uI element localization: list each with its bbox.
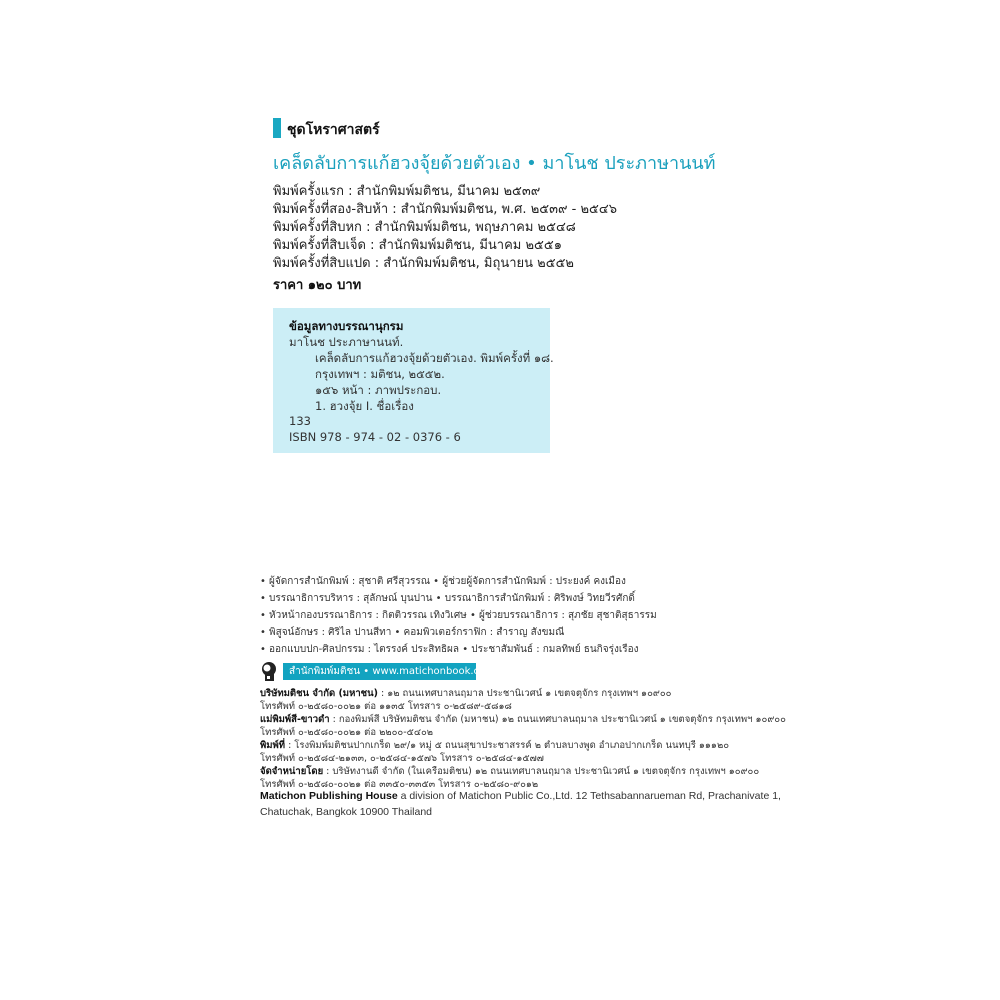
printing-line: พิมพ์ครั้งที่สิบแปด : สำนักพิมพ์มติชน, มิถุนายน ๒๕๕๒	[273, 256, 574, 271]
printing-line: พิมพ์ครั้งที่สิบเจ็ด : สำนักพิมพ์มติชน, มีนาคม ๒๕๕๑	[273, 238, 562, 253]
address-text: : โรงพิมพ์มติชนปากเกร็ด ๒๙/๑ หมู่ ๕ ถนนสุขาประชาสรรค์ ๒ ตำบลบางพูด อำเภอปากเกร็ด นนทบุรี ๑๑๑๒๐	[285, 740, 730, 751]
address-text: : กองพิมพ์สี บริษัทมติชน จำกัด (มหาชน) ๑๒ ถนนเทศบาลนฤมาล ประชานิเวศน์ ๑ เขตจตุจักร กรุงเทพฯ ๑๐๙๐๐	[329, 714, 786, 725]
cataloging-line: ๑๕๖ หน้า : ภาพประกอบ.	[315, 383, 442, 397]
address-label: จัดจำหน่ายโดย	[260, 766, 324, 777]
address-label: แม่พิมพ์สี-ขาวดำ	[260, 714, 330, 725]
cataloging-line: 1. ฮวงจุ้ย I. ชื่อเรื่อง	[315, 399, 414, 413]
price: ราคา ๑๒๐ บาท	[273, 278, 362, 293]
credit-line: • บรรณาธิการบริหาร : สุลักษณ์ บุนปาน • บรรณาธิการสำนักพิมพ์ : ศิริพงษ์ วิทยวีรศักดิ์	[260, 593, 635, 604]
credit-line: • พิสูจน์อักษร : ศิริไล ปานสีทา • คอมพิวเตอร์กราฟิก : สำราญ สังขมณี	[260, 627, 565, 638]
cataloging-author: มาโนช ประภาษานนท์.	[289, 335, 404, 349]
credit-text: บรรณาธิการบริหาร : สุลักษณ์ บุนปาน • บรรณาธิการสำนักพิมพ์ : ศิริพงษ์ วิทยวีรศักดิ์	[269, 593, 635, 604]
address-text: : ๑๒ ถนนเทศบาลนฤมาล ประชานิเวศน์ ๑ เขตจตุจักร กรุงเทพฯ ๑๐๙๐๐	[377, 688, 672, 699]
address-label: บริษัทมติชน จำกัด (มหาชน)	[260, 688, 378, 699]
address-text: โทรศัพท์ ๐-๒๕๘๐-๐๐๒๑ ต่อ ๒๒๐๐-๕๔๐๒	[260, 727, 434, 738]
printing-line: พิมพ์ครั้งที่สิบหก : สำนักพิมพ์มติชน, พฤษภาคม ๒๕๔๘	[273, 220, 576, 235]
credit-text: ออกแบบปก-ศิลปกรรม : ไตรรงค์ ประสิทธิผล • ประชาสัมพันธ์ : กมลทิพย์ ธนกิจรุ่งเรือง	[269, 644, 639, 655]
matichon-logo-icon	[258, 660, 280, 682]
class-number: 133	[289, 414, 311, 428]
series-accent-bar	[273, 118, 281, 138]
isbn: ISBN 978 - 974 - 02 - 0376 - 6	[289, 430, 461, 444]
address-text: : บริษัทงานดี จำกัด (ในเครือมติชน) ๑๒ ถนนเทศบาลนฤมาล ประชานิเวศน์ ๑ เขตจตุจักร กรุงเทพฯ ๑๐๙๐๐	[323, 766, 760, 777]
publisher-bar: สำนักพิมพ์มติชน • www.matichonbook.com	[283, 663, 476, 680]
series-label: ชุดโหราศาสตร์	[287, 122, 380, 138]
english-address: a division of Matichon Public Co.,Ltd. 12 Tethsabannarueman Rd, Prachanivate 1,	[397, 790, 781, 802]
address-text: โทรศัพท์ ๐-๒๕๘๐-๐๐๒๑ ต่อ ๑๑๓๕ โทรสาร ๐-๒๕๘๙-๕๘๑๘	[260, 701, 512, 712]
credit-text: พิสูจน์อักษร : ศิริไล ปานสีทา • คอมพิวเตอร์กราฟิก : สำราญ สังขมณี	[269, 627, 565, 638]
book-title: เคล็ดลับการแก้ฮวงจุ้ยด้วยตัวเอง • มาโนช ประภาษานนท์	[273, 153, 716, 174]
credit-line: • ผู้จัดการสำนักพิมพ์ : สุชาติ ศรีสุวรรณ • ผู้ช่วยผู้จัดการสำนักพิมพ์ : ประยงค์ คงเมือง	[260, 576, 626, 587]
english-publisher-name: Matichon Publishing House	[260, 790, 398, 802]
printing-line: พิมพ์ครั้งที่สอง-สิบห้า : สำนักพิมพ์มติชน, พ.ศ. ๒๕๓๙ - ๒๕๔๖	[273, 202, 617, 217]
cataloging-heading: ข้อมูลทางบรรณานุกรม	[289, 319, 404, 333]
cataloging-line: เคล็ดลับการแก้ฮวงจุ้ยด้วยตัวเอง. พิมพ์ครั้งที่ ๑๘.	[315, 351, 554, 365]
cataloging-box	[273, 308, 554, 453]
english-address-line2: Chatuchak, Bangkok 10900 Thailand	[260, 806, 433, 818]
address-text: โทรศัพท์ ๐-๒๕๘๔-๒๑๓๓, ๐-๒๕๘๔-๑๕๗๖ โทรสาร ๐-๒๕๘๔-๑๕๗๗	[260, 753, 544, 764]
address-text: โทรศัพท์ ๐-๒๕๘๐-๐๐๒๑ ต่อ ๓๓๕๐-๓๓๕๓ โทรสาร ๐-๒๕๘๐-๙๐๑๒	[260, 779, 539, 790]
english-imprint	[260, 790, 781, 802]
cataloging-line: กรุงเทพฯ : มติชน, ๒๕๕๒.	[315, 367, 445, 381]
credit-line: • ออกแบบปก-ศิลปกรรม : ไตรรงค์ ประสิทธิผล • ประชาสัมพันธ์ : กมลทิพย์ ธนกิจรุ่งเรือง	[260, 644, 639, 655]
address-label: พิมพ์ที่	[260, 740, 286, 751]
printing-line: พิมพ์ครั้งแรก : สำนักพิมพ์มติชน, มีนาคม ๒๕๓๙	[273, 184, 541, 199]
credit-line: • หัวหน้ากองบรรณาธิการ : กิตติวรรณ เทิงวิเศษ • ผู้ช่วยบรรณาธิการ : สุภชัย สุชาติสุธารรม	[260, 610, 657, 621]
credit-text: หัวหน้ากองบรรณาธิการ : กิตติวรรณ เทิงวิเศษ • ผู้ช่วยบรรณาธิการ : สุภชัย สุชาติสุธารรม	[269, 610, 657, 621]
credit-text: ผู้จัดการสำนักพิมพ์ : สุชาติ ศรีสุวรรณ • ผู้ช่วยผู้จัดการสำนักพิมพ์ : ประยงค์ คงเมือง	[269, 576, 626, 587]
